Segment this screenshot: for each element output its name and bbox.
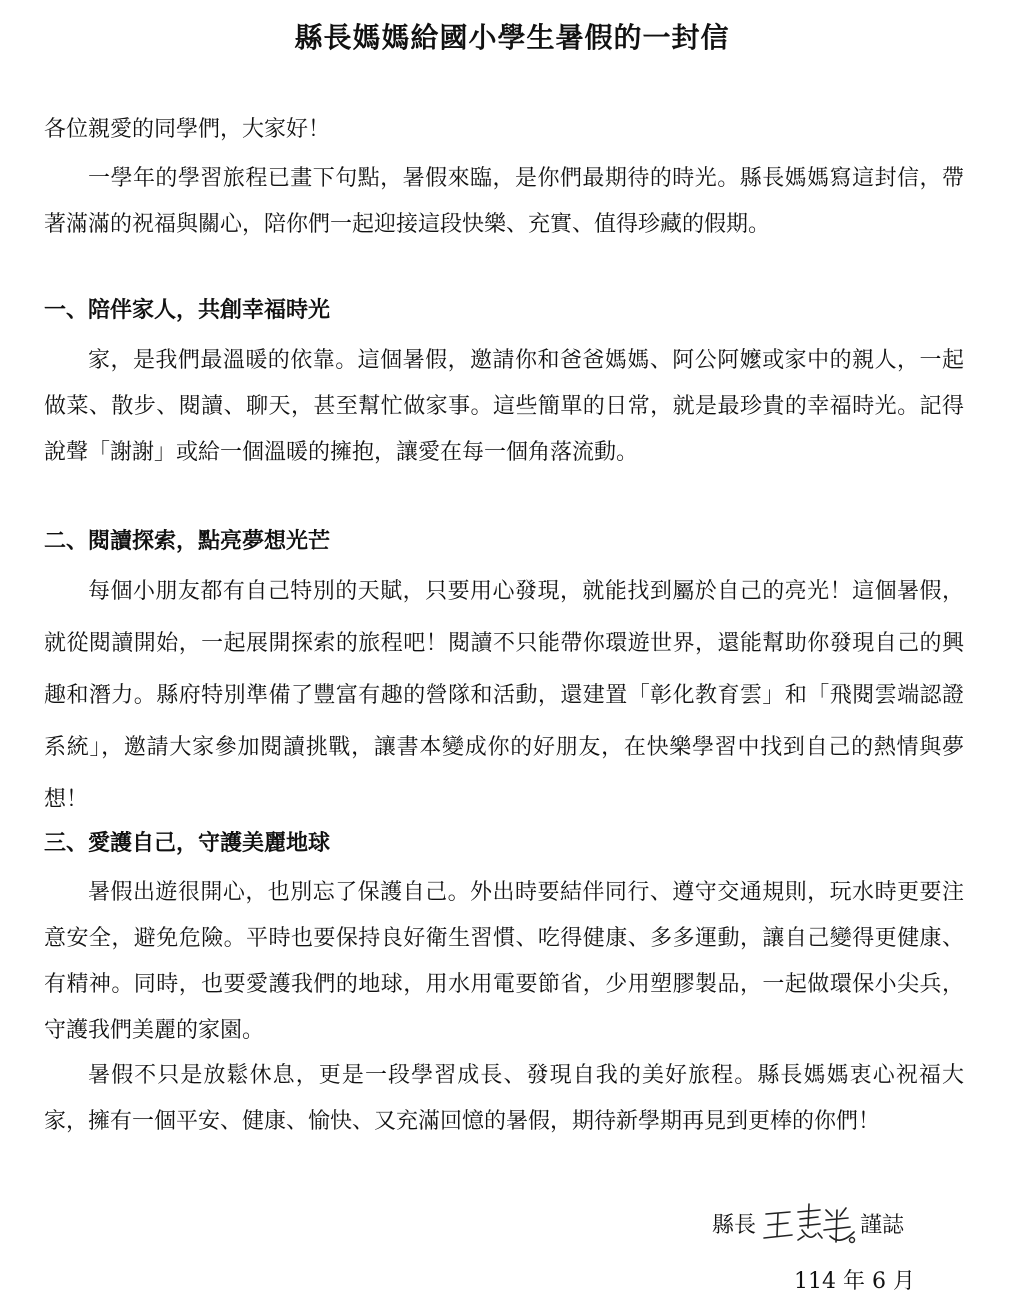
letter-date: 114 年 6 月 (794, 1269, 915, 1294)
closing-paragraph: 暑假不只是放鬆休息，更是一段學習成長、發現自我的美好旅程。縣長媽媽衷心祝福大家，擁有一個平安、健康、愉快、又充滿回憶的暑假，期待新學期再見到更棒的你們！ (44, 1063, 964, 1134)
greeting: 各位親愛的同學們，大家好！ (44, 117, 331, 142)
section-body-family: 家，是我們最溫暖的依靠。這個暑假，邀請你和爸爸媽媽、阿公阿嬤或家中的親人，一起做菜、散步、閱讀、聊天，甚至幫忙做家事。這些簡單的日常，就是最珍貴的幸福時光。記得說聲「謝謝」或給一個溫暖的擁抱，讓愛在每一個角落流動。 (44, 348, 964, 465)
letter-title: 縣長媽媽給國小學生暑假的一封信 (294, 21, 730, 54)
section-heading-family: 一、陪伴家人，共創幸福時光 (44, 297, 331, 323)
section-heading-reading: 二、閱讀探索，點亮夢想光芒 (44, 528, 331, 554)
section-body-safety: 暑假出遊很開心，也別忘了保護自己。外出時要結伴同行、遵守交通規則，玩水時更要注意安全，避免危險。平時也要保持良好衛生習慣、吃得健康、多多運動，讓自己變得更健康、有精神。同時，也要愛護我們的地球，用水用電要節省，少用塑膠製品，一起做環保小尖兵，守護我們美麗的家園。 (44, 880, 964, 1043)
signature-prefix: 縣長 (712, 1212, 757, 1238)
signature-line (712, 1200, 904, 1246)
section-body-reading: 每個小朋友都有自己特別的天賦，只要用心發現，就能找到屬於自己的亮光！這個暑假，就從閱讀開始，一起展開探索的旅程吧！閱讀不只能帶你環遊世界，還能幫助你發現自己的興趣和潛力。縣府特別準備了豐富有趣的營隊和活動，還建置「彰化教育雲」和「飛閱雲端認證系統」，邀請大家參加閱讀挑戰，讓書本變成你的好朋友，在快樂學習中找到自己的熱情與夢想！ (44, 579, 964, 812)
intro-paragraph: 一學年的學習旅程已畫下句點，暑假來臨，是你們最期待的時光。縣長媽媽寫這封信，帶著滿滿的祝福與關心，陪你們一起迎接這段快樂、充實、值得珍藏的假期。 (44, 166, 964, 237)
section-heading-safety: 三、愛護自己，守護美麗地球 (44, 830, 331, 856)
handwritten-signature (760, 1200, 856, 1246)
signature-suffix: 謹誌 (860, 1212, 905, 1238)
